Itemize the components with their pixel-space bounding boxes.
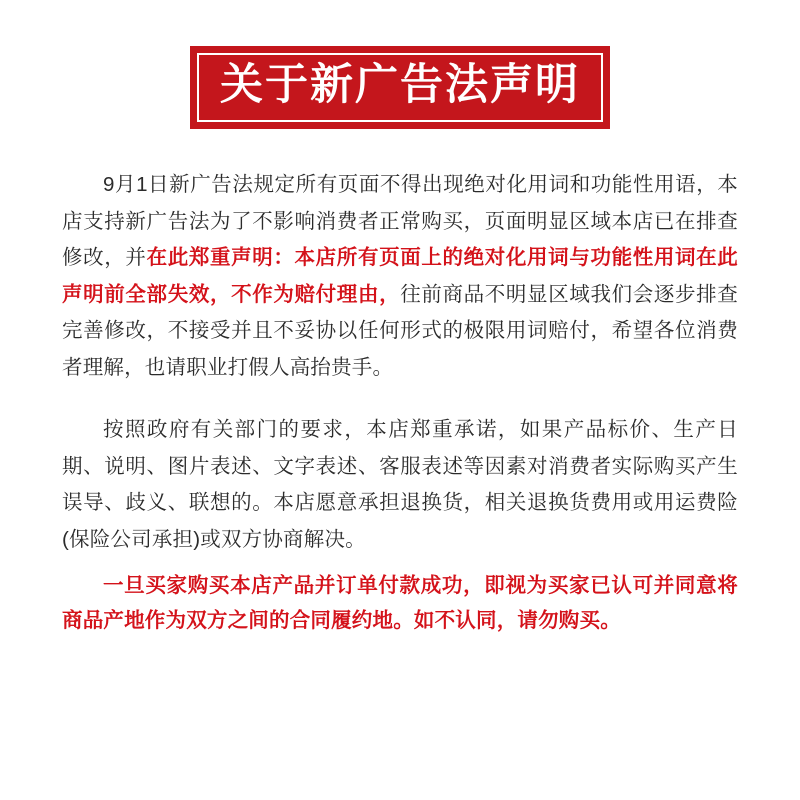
closing-statement: 一旦买家购买本店产品并订单付款成功，即视为买家已认可并同意将商品产地作为双方之间的合同履约地。如不认同，请勿购买。 xyxy=(62,573,738,633)
page-title: 关于新广告法声明 xyxy=(220,61,580,109)
paragraph-2-run-1: 按照政府有关部门的要求，本店郑重承诺，如果产品标价、生产日期、说明、图片表述、文字表述、客服表述等因素对消费者实际购买产生误导、歧义、联想的。本店愿意承担退换货，相关退换货费用或用运费险(保险公司承担)或双方协商解决。 xyxy=(62,418,738,551)
statement-body xyxy=(62,167,738,638)
paragraph-1-run-1: 9月1日新广告法规定所有页面不得出现绝对化用词和功能性用语，本店支持新广告法为了不影响消费者正常购买，页面明显区域本店已在排查修改，并 xyxy=(62,173,738,270)
title-banner-inner xyxy=(197,53,603,122)
paragraph-2 xyxy=(62,412,738,558)
paragraph-1-run-2-highlight: 在此郑重声明：本店所有页面上的绝对化用词与功能性用词在此声明前全部失效，不作为赔付理由， xyxy=(62,246,738,306)
paragraph-1-run-3: 往前商品不明显区域我们会逐步排查完善修改，不接受并且不妥协以任何形式的极限用词赔付，希望各位消费者理解，也请职业打假人高抬贵手。 xyxy=(62,282,738,379)
title-banner xyxy=(190,46,610,129)
paragraph-1 xyxy=(62,167,738,386)
